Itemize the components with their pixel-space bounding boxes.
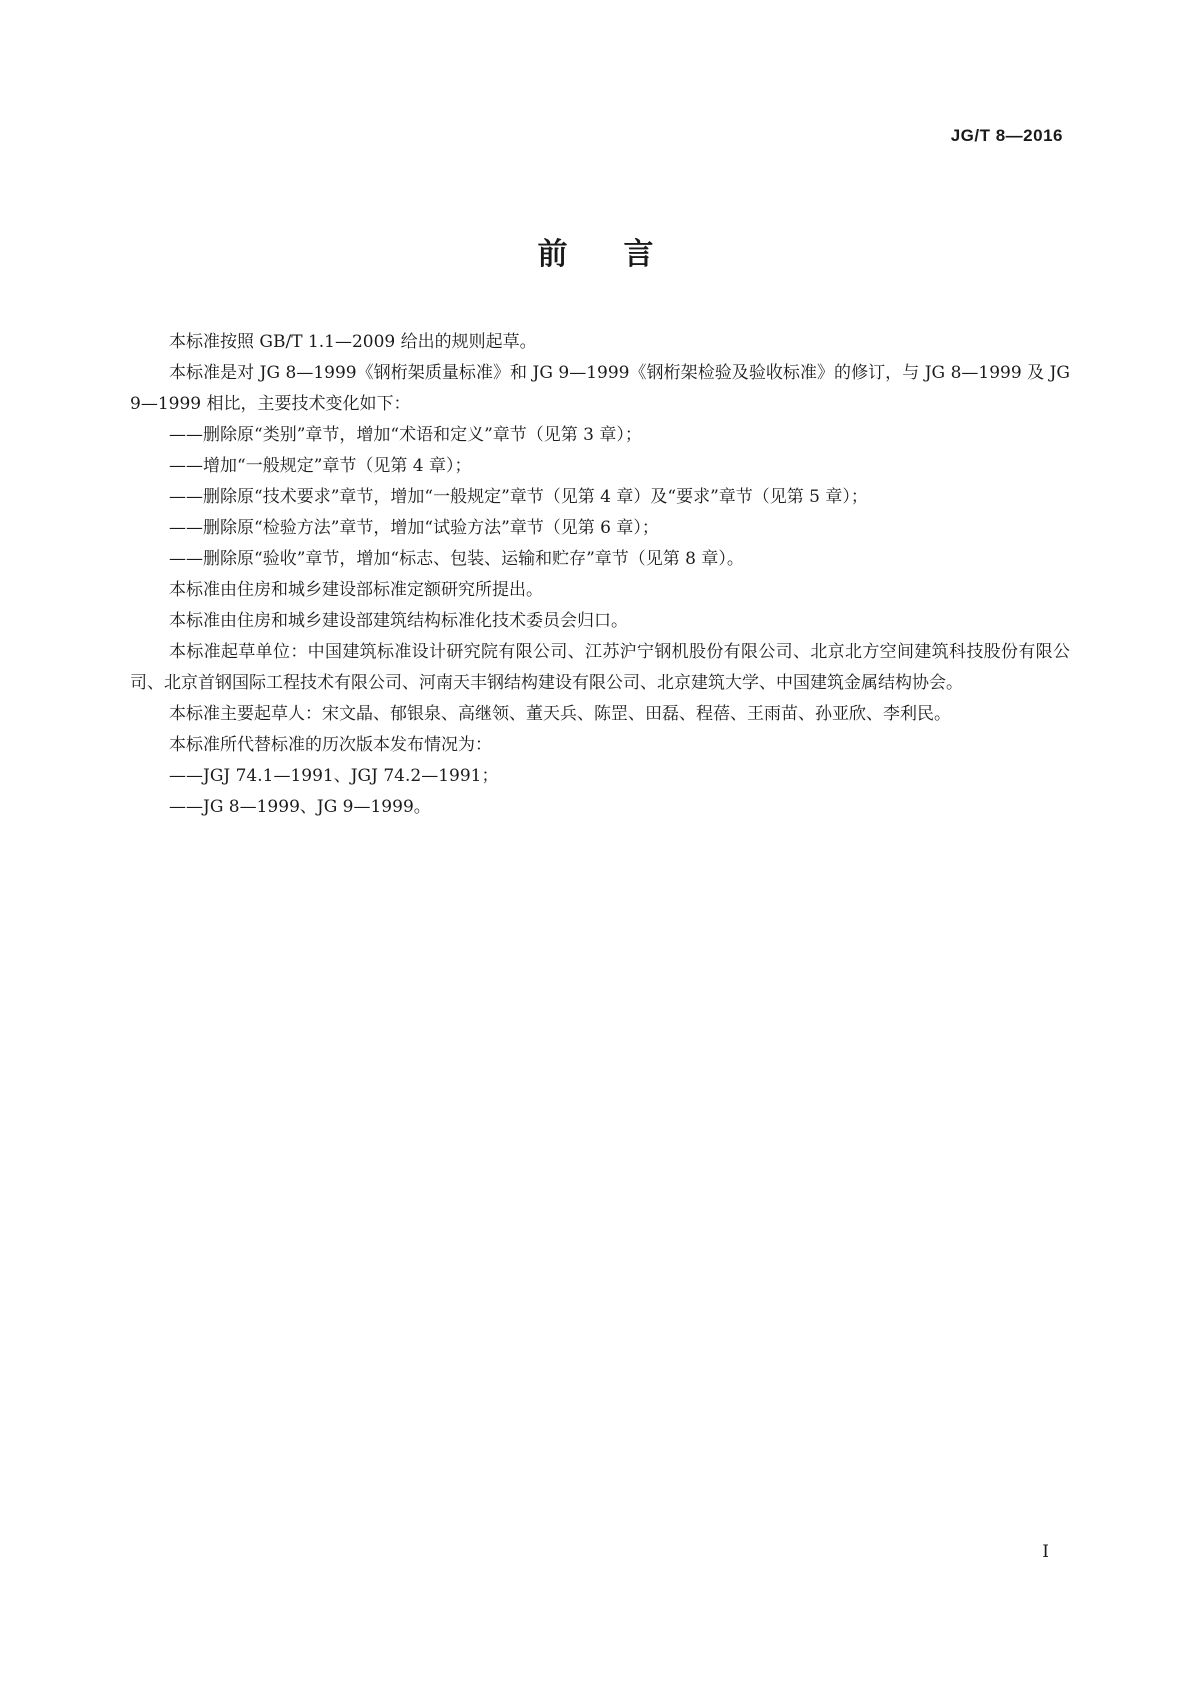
paragraph-committee: 本标准由住房和城乡建设部建筑结构标准化技术委员会归口。 [169,611,628,631]
list-item-change-2: ——增加“一般规定”章节（见第 4 章）； [169,456,472,476]
list-item-change-5: ——删除原“验收”章节，增加“标志、包装、运输和贮存”章节（见第 8 章）。 [169,549,744,569]
page-title: 前言 [537,237,710,272]
paragraph-drafters: 本标准主要起草人：宋文晶、郁银泉、高继领、董天兵、陈罡、田磊、程蓓、王雨苗、孙亚欣、李利民。 [169,704,951,724]
paragraph-drafting-rules: 本标准按照 GB/T 1.1—2009 给出的规则起草。 [169,332,537,352]
list-item-history-1: ——JGJ 74.1—1991、JGJ 74.2—1991； [169,766,499,786]
paragraph-drafting-units: 本标准起草单位：中国建筑标准设计研究院有限公司、江苏沪宁钢机股份有限公司、北京北方空间建筑科技股份有限公司、北京首钢国际工程技术有限公司、河南天丰钢结构建设有限公司、北京建筑大学、中国建筑金属结构协会。 [130,642,1070,693]
list-item-change-1: ——删除原“类别”章节，增加“术语和定义”章节（见第 3 章）； [169,425,642,445]
foreword-body [130,327,1070,823]
paragraph-history: 本标准所代替标准的历次版本发布情况为： [169,735,492,755]
page-number: I [1042,1542,1049,1562]
paragraph-revision: 本标准是对 JG 8—1999《钢桁架质量标准》和 JG 9—1999《钢桁架检验及验收标准》的修订，与 JG 8—1999 及 JG 9—1999 相比，主要技术变化如下： [130,363,1070,414]
list-item-change-3: ——删除原“技术要求”章节，增加“一般规定”章节（见第 4 章）及“要求”章节（见第 5 章）； [169,487,868,507]
list-item-history-2: ——JG 8—1999、JG 9—1999。 [169,797,431,817]
paragraph-proposer: 本标准由住房和城乡建设部标准定额研究所提出。 [169,580,543,600]
standard-code: JG/T 8—2016 [950,126,1063,145]
list-item-change-4: ——删除原“检验方法”章节，增加“试验方法”章节（见第 6 章）； [169,518,659,538]
